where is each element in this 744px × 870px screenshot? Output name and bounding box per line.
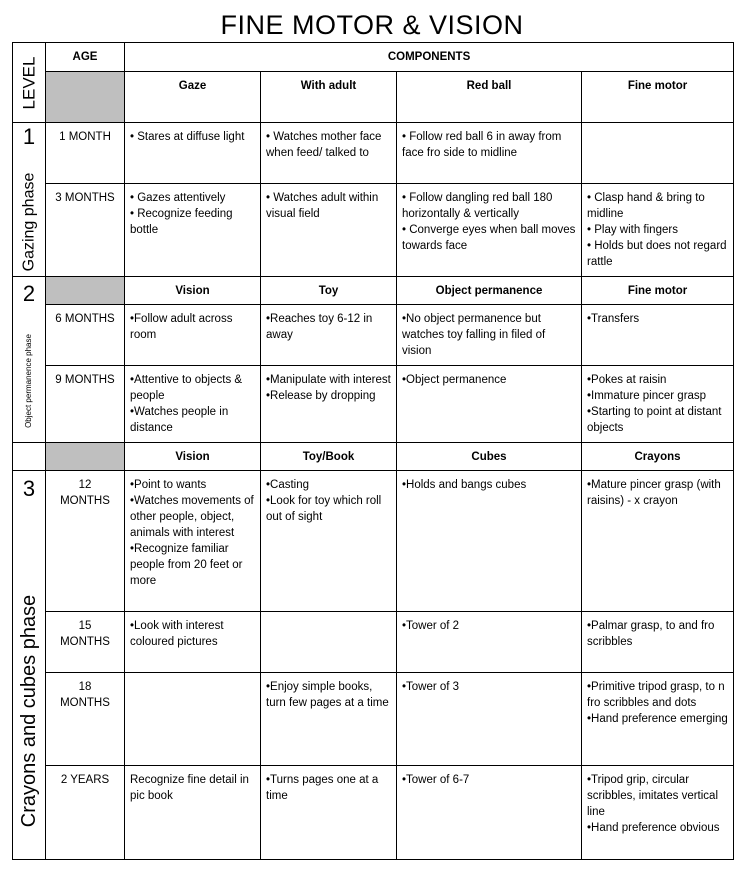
phase-label: Crayons and cubes phase [18,594,40,828]
table-cell: •Tower of 3 [397,673,582,766]
table-cell: •No object permanence but watches toy falling in filed of vision [397,305,582,366]
age-cell: 18 MONTHS [46,673,125,766]
table-cell: •Attentive to objects & people •Watches people in distance [125,366,261,443]
column-header: Fine motor [582,277,734,305]
table-cell: •Mature pincer grasp (with raisins) - x crayon [582,471,734,612]
column-header: Crayons [582,443,734,471]
level-3-cell [13,471,46,860]
grey-spacer [46,277,125,305]
table-cell: •Palmar grasp, to and fro scribbles [582,612,734,673]
page-title: FINE MOTOR & VISION [220,10,524,40]
column-header: Toy/Book [261,443,397,471]
column-header: Object permanence [397,277,582,305]
table-cell: •Look with interest coloured pictures [125,612,261,673]
age-cell: 9 MONTHS [46,366,125,443]
column-header: Cubes [397,443,582,471]
age-cell: 15 MONTHS [46,612,125,673]
level-number: 2 [22,281,36,306]
components-header: COMPONENTS [125,43,734,72]
development-table [12,42,734,860]
table-cell: •Pokes at raisin •Immature pincer grasp •Starting to point at distant objects [582,366,734,443]
age-cell: 3 MONTHS [46,184,125,277]
age-cell: 12 MONTHS [46,471,125,612]
age-header: AGE [46,43,125,72]
table-cell: •Object permanence [397,366,582,443]
column-header: Red ball [397,72,582,123]
phase-label: Object permanence phase [24,334,33,428]
table-cell [261,612,397,673]
table-cell: •Holds and bangs cubes [397,471,582,612]
table-cell [125,673,261,766]
age-cell: 6 MONTHS [46,305,125,366]
level-header: LEVEL [19,56,38,109]
column-header: Gaze [125,72,261,123]
level-header-cell [13,43,46,123]
age-cell: 2 YEARS [46,766,125,860]
age-cell: 1 MONTH [46,123,125,184]
table-cell: •Point to wants •Watches movements of other people, object, animals with interest •Recognize familiar people from 20 feet or more [125,471,261,612]
table-cell: •Transfers [582,305,734,366]
table-cell [582,123,734,184]
table-cell: • Watches adult within visual field [261,184,397,277]
table-cell: Recognize fine detail in pic book [125,766,261,860]
table-cell: •Turns pages one at a time [261,766,397,860]
table-cell: •Reaches toy 6-12 in away [261,305,397,366]
table-cell: •Follow adult across room [125,305,261,366]
table-cell: • Gazes attentively • Recognize feeding bottle [125,184,261,277]
table-cell: •Casting •Look for toy which roll out of sight [261,471,397,612]
level-number: 3 [22,476,36,501]
column-header: Vision [125,277,261,305]
table-cell: •Enjoy simple books, turn few pages at a time [261,673,397,766]
table-cell: •Primitive tripod grasp, to n fro scribbles and dots •Hand preference emerging [582,673,734,766]
level-number: 1 [22,124,36,149]
level-1-cell [13,123,46,277]
table-cell: •Tripod grip, circular scribbles, imitates vertical line •Hand preference obvious [582,766,734,860]
table-cell: • Clasp hand & bring to midline • Play with fingers • Holds but does not regard rattle [582,184,734,277]
table-cell: • Follow dangling red ball 180 horizontally & vertically • Converge eyes when ball moves towards face [397,184,582,277]
phase-label: Gazing phase [20,172,38,272]
level-2-cell [13,277,46,443]
table-cell: • Follow red ball 6 in away from face fro side to midline [397,123,582,184]
column-header: With adult [261,72,397,123]
table-cell: • Watches mother face when feed/ talked to [261,123,397,184]
column-header: Toy [261,277,397,305]
grey-spacer [46,443,125,471]
table-cell: •Tower of 2 [397,612,582,673]
column-header: Vision [125,443,261,471]
level-empty-cell [13,443,46,471]
table-cell: •Tower of 6-7 [397,766,582,860]
column-header: Fine motor [582,72,734,123]
grey-spacer [46,72,125,123]
table-cell: • Stares at diffuse light [125,123,261,184]
table-cell: •Manipulate with interest •Release by dropping [261,366,397,443]
